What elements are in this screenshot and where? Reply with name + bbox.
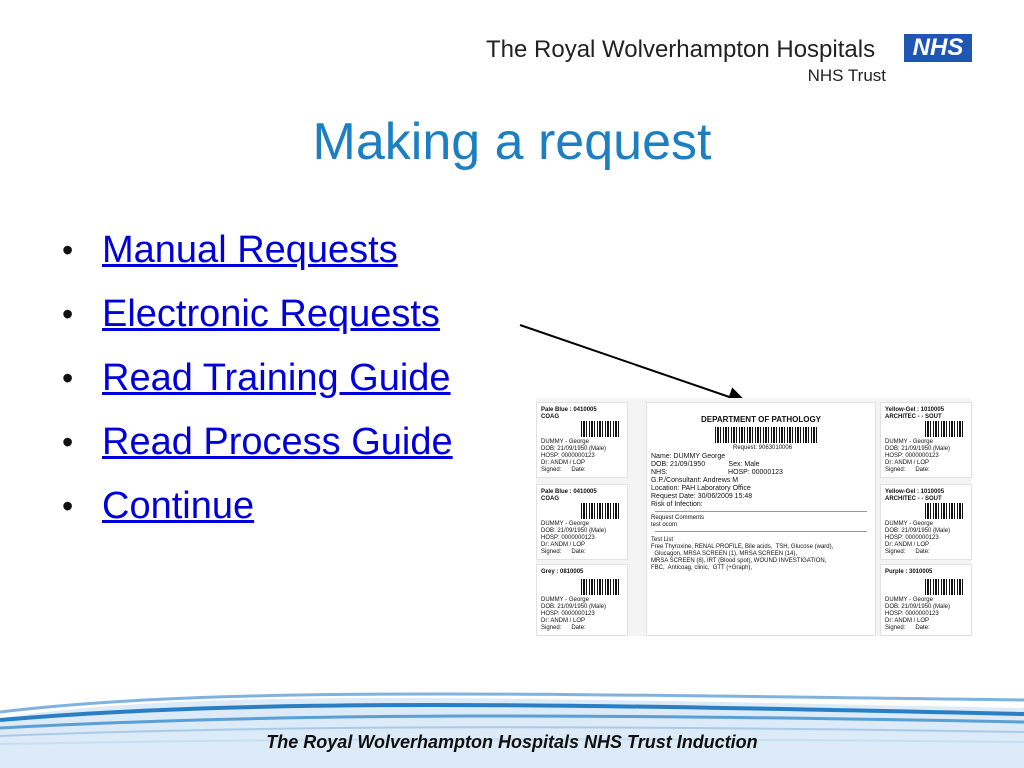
patient-details: Name: DUMMY George DOB: 21/09/1950 Sex: Male NHS: HOSP: 00000123 G.P./Consultant: Andrews M Location: PAH Laboratory Office Request Date: 30/06/2009 15:48 Risk of Infection: bbox=[651, 453, 783, 508]
specimen-label bbox=[536, 484, 628, 560]
read-process-guide-link[interactable]: Read Process Guide bbox=[102, 421, 453, 463]
label-body: DUMMY - George DOB: 21/09/1950 (Male) HOSP: 0000000123 Dr: ANDM / LOP Signed: Date: bbox=[885, 597, 951, 631]
manual-requests-link[interactable]: Manual Requests bbox=[102, 229, 398, 271]
slide-title: Making a request bbox=[312, 113, 712, 171]
org-header bbox=[486, 36, 896, 96]
label-body: DUMMY - George DOB: 21/09/1950 (Male) HOSP: 0000000123 Dr: ANDM / LOP Signed: Date: bbox=[541, 597, 607, 631]
barcode-icon bbox=[925, 579, 965, 595]
footer-text: The Royal Wolverhampton Hospitals NHS Trust Induction bbox=[266, 732, 758, 752]
label-body: DUMMY - George DOB: 21/09/1950 (Male) HOSP: 0000000123 Dr: ANDM / LOP Signed: Date: bbox=[885, 439, 951, 473]
wave-decoration bbox=[0, 678, 1024, 768]
org-sub: NHS Trust bbox=[807, 66, 886, 85]
bullet-icon: • bbox=[62, 296, 74, 332]
continue-link[interactable]: Continue bbox=[102, 485, 255, 527]
label-head: Pale Blue : 0410005 COAG bbox=[541, 489, 597, 502]
barcode-icon bbox=[715, 427, 819, 443]
barcode-icon bbox=[925, 421, 965, 437]
specimen-label bbox=[536, 564, 628, 636]
label-head: Grey : 0810005 bbox=[541, 569, 584, 575]
bullet-icon: • bbox=[62, 488, 74, 524]
label-head: Pale Blue : 0410005 COAG bbox=[541, 407, 597, 420]
bullet-icon: • bbox=[62, 424, 74, 460]
bullet-icon: • bbox=[62, 360, 74, 396]
specimen-label bbox=[880, 402, 972, 478]
label-head: Yellow-Gel : 1010005 ARCHITEC - - SOUT bbox=[885, 489, 945, 502]
divider bbox=[655, 511, 867, 512]
divider bbox=[655, 531, 867, 532]
test-list: Test List Free Thyroxine, RENAL PROFILE, Bile acids, TSH, Glucose (ward), Glucagon, MRSA SCREEN (1), MRSA SCREEN (14), MRSA SCREEN (8), IRT (Blood spot), WOUND INVESTIGATION, FBC, Anticoag. clinic, GTT (+Graph), bbox=[651, 537, 834, 571]
label-head: Purple : 3010005 bbox=[885, 569, 933, 575]
electronic-requests-link[interactable]: Electronic Requests bbox=[102, 293, 440, 335]
request-number: Request: 9063010006 bbox=[733, 445, 793, 451]
pathology-request-sheet bbox=[646, 402, 876, 636]
bullet-icon: • bbox=[62, 232, 74, 268]
barcode-icon bbox=[581, 421, 621, 437]
request-form-image bbox=[536, 398, 971, 636]
label-body: DUMMY - George DOB: 21/09/1950 (Male) HOSP: 0000000123 Dr: ANDM / LOP Signed: Date: bbox=[541, 439, 607, 473]
nhs-logo: NHS bbox=[904, 34, 972, 62]
label-head: Yellow-Gel : 1010005 ARCHITEC - - SOUT bbox=[885, 407, 945, 420]
org-name: The Royal Wolverhampton Hospitals bbox=[486, 36, 876, 63]
barcode-icon bbox=[581, 579, 621, 595]
specimen-label bbox=[880, 564, 972, 636]
label-body: DUMMY - George DOB: 21/09/1950 (Male) HOSP: 0000000123 Dr: ANDM / LOP Signed: Date: bbox=[541, 521, 607, 555]
label-body: DUMMY - George DOB: 21/09/1950 (Male) HOSP: 0000000123 Dr: ANDM / LOP Signed: Date: bbox=[885, 521, 951, 555]
specimen-label bbox=[880, 484, 972, 560]
barcode-icon bbox=[925, 503, 965, 519]
read-training-guide-link[interactable]: Read Training Guide bbox=[102, 357, 451, 399]
department-title: DEPARTMENT OF PATHOLOGY bbox=[701, 415, 821, 424]
request-comments: Request Comments test ocom bbox=[651, 515, 705, 528]
specimen-label bbox=[536, 402, 628, 478]
barcode-icon bbox=[581, 503, 621, 519]
